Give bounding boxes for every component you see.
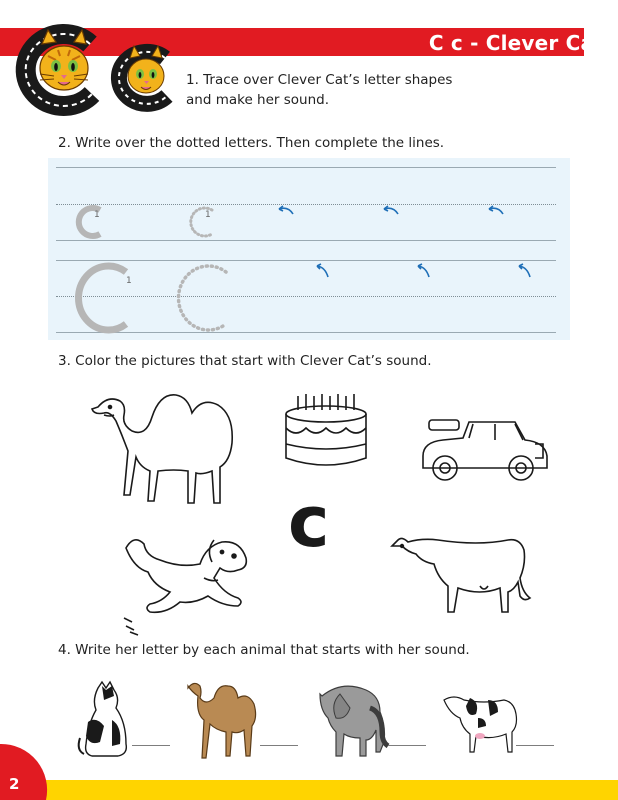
instruction-4: 4. Write her letter by each animal that starts with her sound. [58,642,470,658]
camel-icon[interactable] [90,385,260,510]
answer-blank-cat[interactable] [132,745,170,746]
guide-line [56,204,556,205]
page-number: 2 [9,775,20,793]
cat-icon [74,682,132,758]
page-title: C c - Clever Cat [428,31,604,55]
instruction-3: 3. Color the pictures that start with Clever Cat’s sound. [58,353,432,369]
start-arrow-icon [314,262,332,280]
stroke-number: 1 [94,210,100,220]
model-uppercase-c-icon [66,258,136,338]
page-corner-icon [0,744,46,800]
instruction-1-line-1: 1. Trace over Clever Cat’s letter shapes [186,72,453,88]
model-lowercase-c-icon [70,200,110,244]
elephant-icon [312,682,390,758]
start-arrow-icon [486,203,506,217]
center-letter: c [288,481,330,563]
dog-icon[interactable] [118,530,250,638]
start-arrow-icon [276,203,296,217]
start-arrow-icon [415,262,433,280]
dotted-uppercase-c-icon[interactable] [166,258,236,338]
start-arrow-icon [516,262,534,280]
guide-line [56,240,556,241]
dotted-lowercase-c-icon[interactable] [182,200,222,244]
answer-blank-camel[interactable] [260,745,298,746]
cow-icon[interactable] [388,530,533,615]
footer-bar [0,780,618,800]
clever-cat-uppercase-icon [18,28,108,108]
camel-icon [184,676,260,758]
car-icon[interactable] [415,412,550,487]
guide-line [56,167,556,168]
start-arrow-icon [381,203,401,217]
answer-blank-elephant[interactable] [388,745,426,746]
stroke-number: 1 [205,210,211,220]
instruction-1-line-2: and make her sound. [186,92,330,108]
cake-icon[interactable] [280,388,375,470]
stroke-number: 1 [126,276,132,286]
cow-icon [440,690,520,756]
clever-cat-lowercase-icon [110,44,180,108]
answer-blank-cow[interactable] [516,745,554,746]
instruction-2: 2. Write over the dotted letters. Then complete the lines. [58,135,445,151]
